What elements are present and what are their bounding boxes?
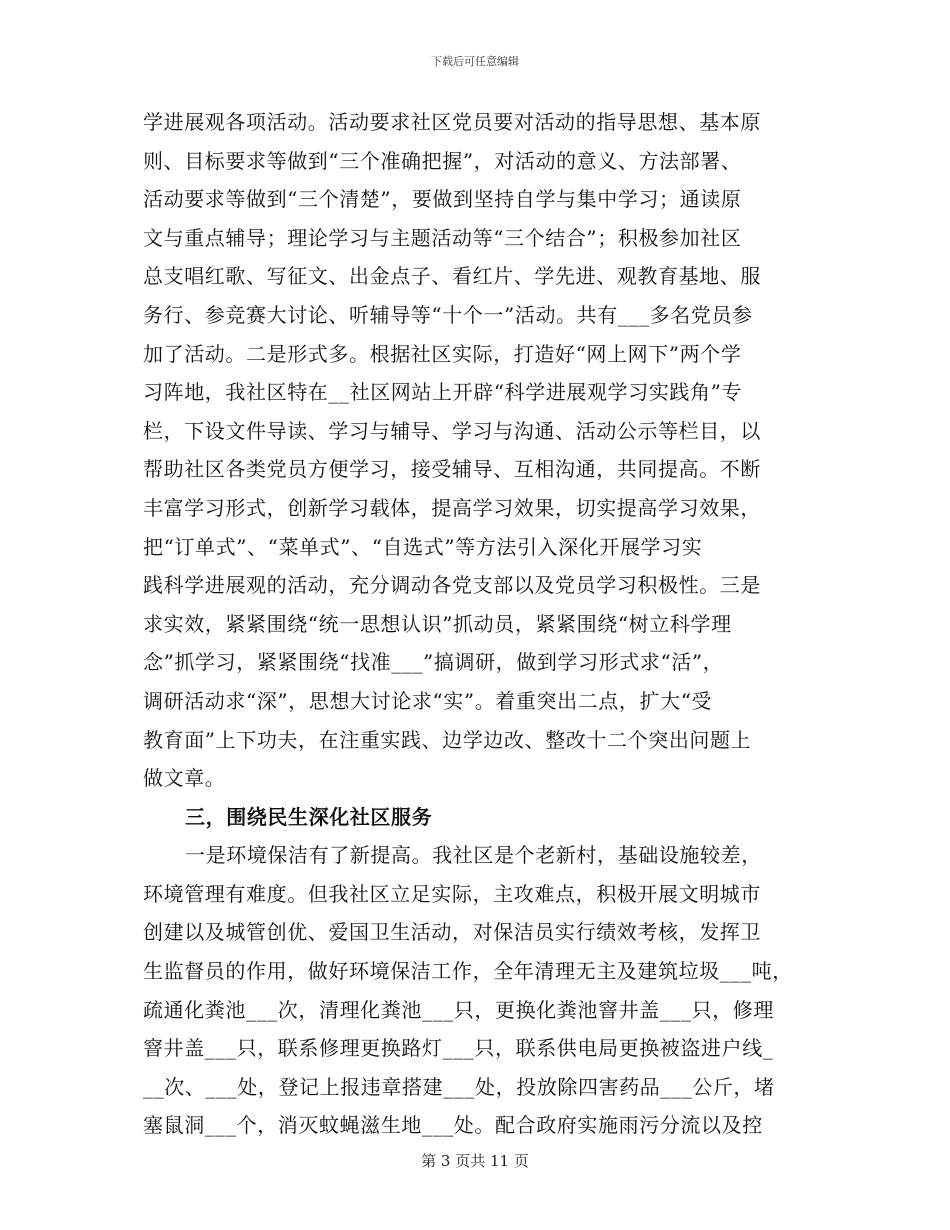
- paragraph-1: [143, 103, 808, 798]
- document-body: [143, 103, 808, 1145]
- text-line: 求实效，紧紧围绕“统一思想认识”抓动员，紧紧围绕“树立科学理: [143, 611, 732, 636]
- text-line: 创建以及城管创优、爱国卫生活动，对保洁员实行绩效考核，发挥卫: [143, 920, 761, 945]
- text-line: 一是环境保洁有了新提高。我社区是个老新村，基础设施较差，: [185, 843, 762, 868]
- page-footer: 第 3 页共 11 页: [421, 1152, 529, 1170]
- text-line: 总支唱红歌、写征文、出金点子、看红片、学先进、观教育基地、服: [143, 264, 761, 289]
- text-line: 学进展观各项活动。活动要求社区党员要对活动的指导思想、基本原: [143, 110, 761, 134]
- text-line: 丰富学习形式，创新学习载体，提高学习效果，切实提高学习效果，: [143, 495, 761, 520]
- text-line: 教育面”上下功夫，在注重实践、边学边改、整改十二个突出问题上: [143, 727, 752, 752]
- text-line: 帮助社区各类党员方便学习，接受辅导、互相沟通，共同提高。不断: [143, 457, 761, 482]
- text-line: __次、___处，登记上报违章搭建___处，投放除四害药品___公斤，堵: [143, 1074, 775, 1099]
- paragraph-2: [143, 836, 808, 1145]
- text-line: 文与重点辅导；理论学习与主题活动等“三个结合”；积极参加社区: [143, 225, 742, 250]
- section-heading: 三，围绕民生深化社区服务: [185, 804, 433, 829]
- text-line: 疏通化粪池___次，清理化粪池___只，更换化粪池窨井盖___只，修理: [143, 997, 774, 1022]
- text-line: 务行、参竞赛大讨论、听辅导等“十个一”活动。共有___多名党员参: [143, 302, 753, 327]
- text-line: 习阵地，我社区特在__社区网站上开辟“科学进展观学习实践角”专: [143, 380, 743, 405]
- text-line: 活动要求等做到“三个清楚”，要做到坚持自学与集中学习；通读原: [143, 187, 742, 212]
- text-line: 栏，下设文件导读、学习与辅导、学习与沟通、活动公示等栏目，以: [143, 418, 761, 443]
- text-line: 调研活动求“深”，思想大讨论求“实”。着重突出二点，扩大“受: [143, 688, 713, 713]
- text-line: 做文章。: [143, 766, 226, 791]
- page-header: 下载后可任意编辑: [431, 55, 519, 68]
- text-line: 塞鼠洞___个，消灭蚊蝇滋生地___处。配合政府实施雨污分流以及控: [143, 1113, 763, 1138]
- text-line: 窨井盖___只，联系修理更换路灯___只，联系供电局更换被盗进户线_: [143, 1036, 774, 1061]
- text-line: 生监督员的作用，做好环境保洁工作，全年清理无主及建筑垃圾___吨，: [143, 959, 793, 984]
- text-line: 践科学进展观的活动，充分调动各党支部以及党员学习积极性。三是: [143, 573, 761, 598]
- text-line: 把“订单式”、“菜单式”、“自选式”等方法引入深化开展学习实: [143, 534, 703, 559]
- text-line: 则、目标要求等做到“三个准确把握”，对活动的意义、方法部署、: [143, 148, 742, 173]
- text-line: 环境管理有难度。但我社区立足实际，主攻难点，积极开展文明城市: [143, 881, 761, 906]
- text-line: 念”抓学习，紧紧围绕“找准___”搞调研，做到学习形式求“活”，: [143, 650, 724, 675]
- text-line: 加了活动。二是形式多。根据社区实际，打造好“网上网下”两个学: [143, 341, 742, 366]
